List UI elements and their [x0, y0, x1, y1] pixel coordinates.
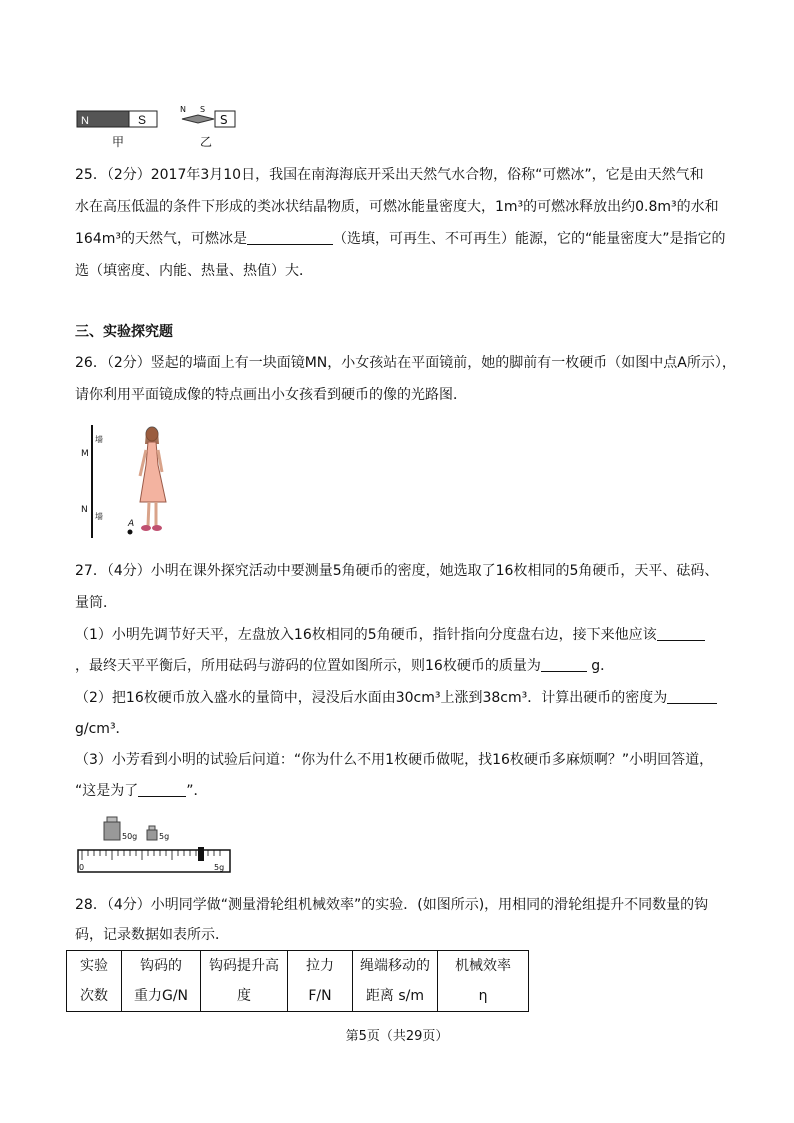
point-m-label: M: [81, 449, 89, 459]
ruler-start-label: 0: [79, 863, 85, 872]
yi-caption: 乙: [200, 135, 213, 149]
point-n-label: N: [81, 505, 88, 515]
answer-blank[interactable]: [247, 230, 333, 245]
mirror-girl-figure: [72, 420, 182, 545]
wall-bottom-label: 墙: [95, 512, 103, 521]
table-header-row: [67, 951, 529, 1012]
rider-slider: [198, 847, 204, 861]
data-table: [66, 950, 529, 1012]
q27-p2b: g/cm³．: [75, 721, 130, 737]
q27-p3c: ”．: [186, 783, 208, 799]
q27-p1b: ，最终天平平衡后，所用砝码与游码的位置如图所示，则16枚硬币的质量为: [75, 658, 541, 674]
q25-line3a: 164m³的天然气，可燃冰是: [75, 231, 247, 247]
q27-p2a: （2）把16枚硬币放入盛水的量筒中，浸没后水面由30cm³上涨到38cm³．计算出硬币的密度为: [75, 690, 668, 706]
answer-blank[interactable]: [541, 657, 587, 672]
wall-top-label: 墙: [95, 435, 103, 444]
table-header-cell: 机械效率 η: [438, 951, 529, 1012]
weight-5g-label: 5g: [159, 832, 170, 841]
weight-50g-label: 50g: [122, 832, 138, 841]
q27-p2-line1: [75, 688, 717, 708]
answer-blank[interactable]: [667, 689, 717, 704]
q25-line4: 选（填密度、内能、热量、热值）大．: [75, 263, 313, 279]
yi-n-label: N: [180, 105, 186, 114]
section-title: 三、实验探究题: [75, 324, 173, 340]
q27-p3b: “这是为了: [75, 783, 139, 799]
q25-line1: 25．（2分）2017年3月10日，我国在南海海底开采出天然气水合物，俗称“可燃冰”，它是由天然气和: [75, 167, 704, 183]
yi-s-label: S: [200, 105, 206, 114]
q26-line1: 26．（2分）竖起的墙面上有一块面镜MN，小女孩站在平面镜前，她的脚前有一枚硬币（如图中点A所示），: [75, 355, 736, 371]
q27-p1-line1: [75, 625, 705, 645]
q27-p3a: （3）小芳看到小明的试验后问道：“你为什么不用1枚硬币做呢，找16枚硬币多麻烦啊？”小明回答道，: [75, 752, 714, 768]
jia-caption: 甲: [112, 135, 125, 149]
ruler-end-label: 5g: [214, 863, 225, 872]
table-header-cell: 钩码提升高 度: [201, 951, 288, 1012]
q27-p1-line2: [75, 656, 614, 676]
q25-line2: 水在高压低温的条件下形成的类冰状结晶物质，可燃冰能量密度大，1m³的可燃冰释放出约0.8m³的水和: [75, 199, 719, 215]
table-header-cell: 实验 次数: [67, 951, 122, 1012]
q27-p1a: （1）小明先调节好天平，左盘放入16枚相同的5角硬币，指针指向分度盘右边，接下来他应该: [75, 627, 657, 643]
balance-weights-figure: [74, 814, 234, 876]
jia-s-label: S: [138, 113, 147, 127]
q28-line2: 码，记录数据如表所示．: [75, 927, 229, 943]
table-header-cell: 钩码的 重力G/N: [122, 951, 201, 1012]
answer-blank[interactable]: [657, 626, 705, 641]
table-header-cell: 拉力 F/N: [288, 951, 353, 1012]
yi-s-box: S: [220, 113, 228, 127]
page-footer: 第5页（共29页）: [345, 1029, 449, 1044]
q27-line2: 量筒．: [75, 595, 117, 611]
q27-p3-line2: [75, 781, 208, 801]
table-header-cell: 绳端移动的 距离 s/m: [353, 951, 438, 1012]
q28-line1: 28．（4分）小明同学做“测量滑轮组机械效率”的实验．(如图所示)，用相同的滑轮组提升不同数量的钩: [75, 897, 709, 913]
q25-line3b: （选填，可再生、不可再生）能源，它的“能量密度大”是指它的: [332, 231, 726, 247]
jia-n-label: N: [81, 115, 89, 127]
point-a-label: A: [128, 519, 135, 529]
magnet-diagram: [72, 100, 272, 150]
q27-line1: 27．（4分）小明在课外探究活动中要测量5角硬币的密度，她选取了16枚相同的5角硬币，天平、砝码、: [75, 563, 719, 579]
answer-blank[interactable]: [138, 782, 186, 797]
q25-line3: [75, 229, 726, 249]
q26-line2: 请你利用平面镜成像的特点画出小女孩看到硬币的像的光路图．: [75, 387, 467, 403]
q27-p1c: g．: [591, 658, 615, 674]
